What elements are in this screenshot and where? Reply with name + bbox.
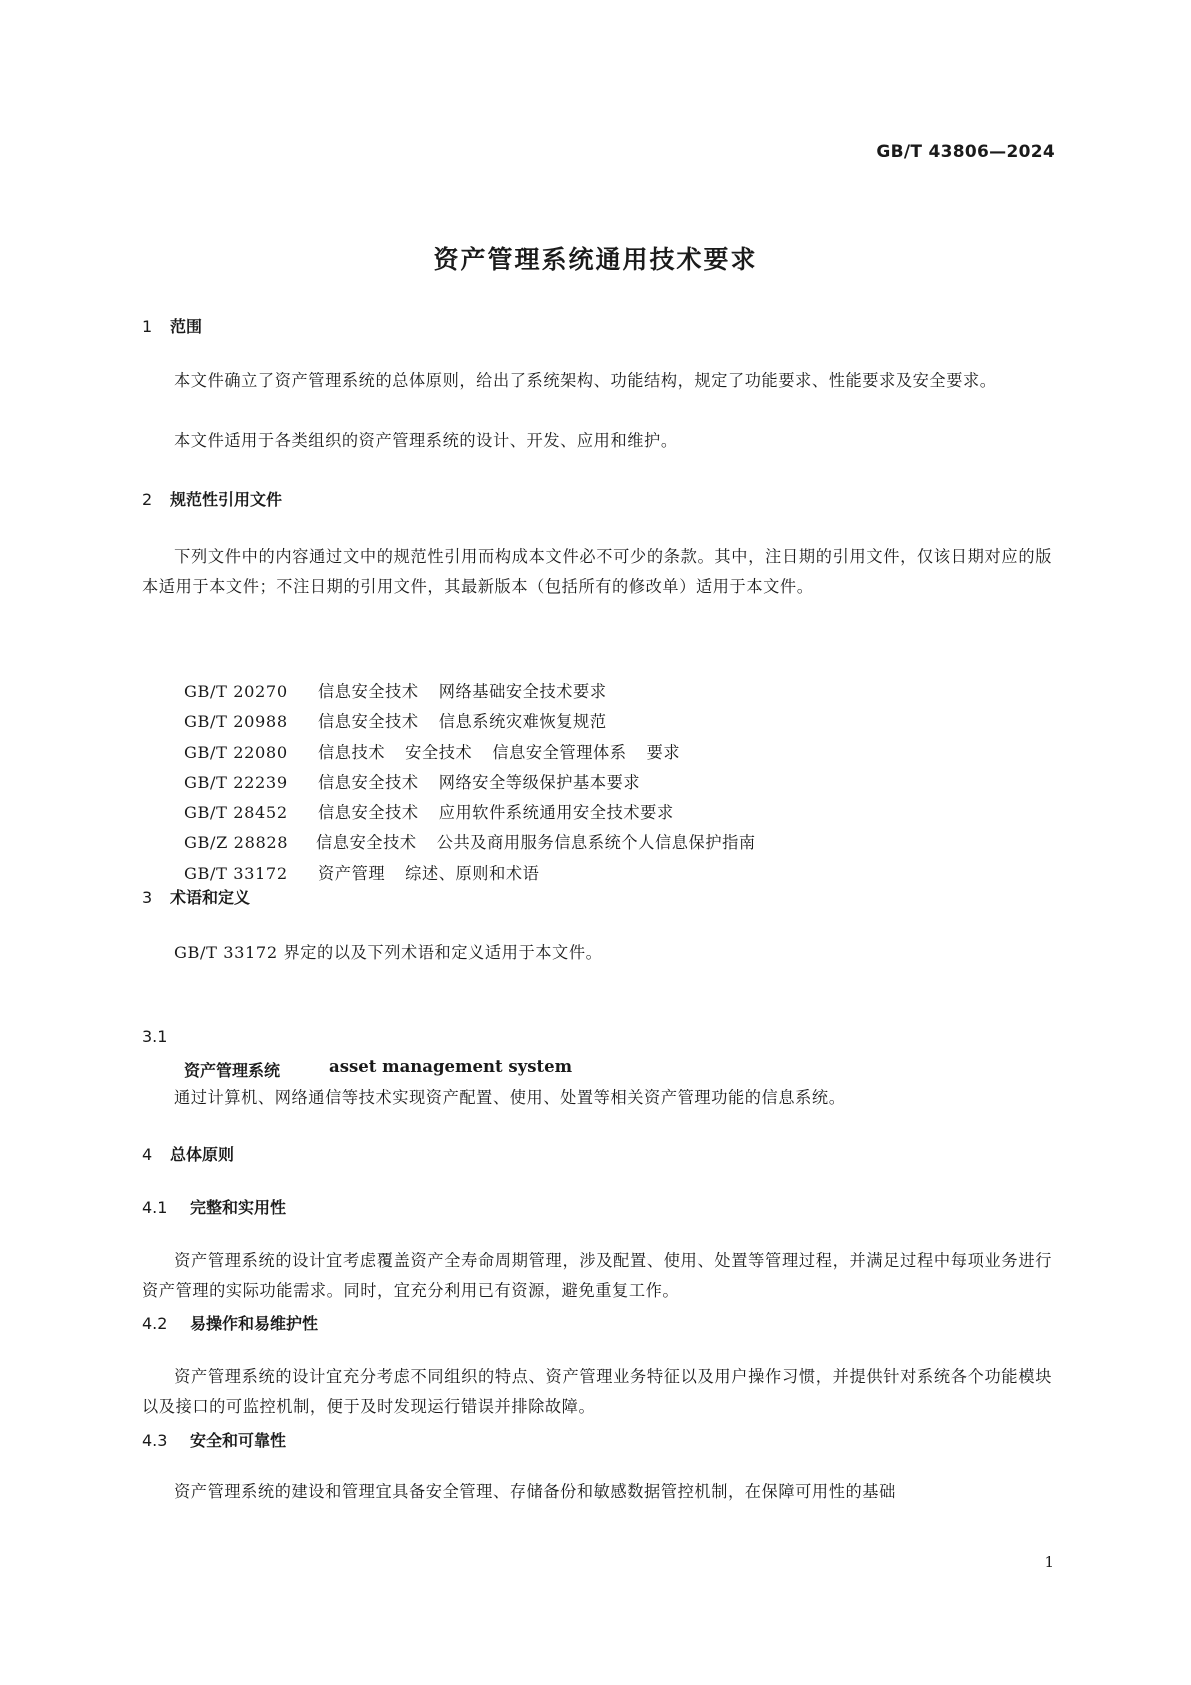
standard-code: GB/T 43806—2024 bbox=[876, 142, 1055, 162]
section-number: 2 bbox=[142, 490, 153, 509]
term-number: 3.1 bbox=[142, 1027, 168, 1046]
section-4-heading bbox=[142, 1142, 234, 1165]
reference-item: GB/T 22239 信息安全技术 网络安全等级保护基本要求 bbox=[184, 772, 641, 792]
section-4-1-heading bbox=[142, 1195, 286, 1218]
section-2-intro: 下列文件中的内容通过文中的规范性引用而构成本文件必不可少的条款。其中，注日期的引用文件，仅该日期对应的版本适用于本文件；不注日期的引用文件，其最新版本（包括所有的修改单）适用于本文件。 bbox=[142, 547, 1052, 596]
section-4-3-paragraph: 资产管理系统的建设和管理宜具备安全管理、存储备份和敏感数据管控机制，在保障可用性的基础 bbox=[174, 1482, 896, 1501]
reference-item: GB/Z 28828 信息安全技术 公共及商用服务信息系统个人信息保护指南 bbox=[184, 833, 756, 853]
section-title: 范围 bbox=[170, 317, 203, 336]
reference-item: GB/T 33172 资产管理 综述、原则和术语 bbox=[184, 863, 540, 883]
section-title: 规范性引用文件 bbox=[170, 490, 283, 509]
section-number: 4.1 bbox=[142, 1198, 168, 1217]
section-4-3-heading bbox=[142, 1428, 286, 1451]
section-number: 4 bbox=[142, 1145, 153, 1164]
normative-references-list bbox=[184, 677, 756, 889]
term-definition: 通过计算机、网络通信等技术实现资产配置、使用、处置等相关资产管理功能的信息系统。 bbox=[174, 1088, 846, 1107]
section-1-paragraph-2: 本文件适用于各类组织的资产管理系统的设计、开发、应用和维护。 bbox=[174, 431, 678, 450]
section-1-heading bbox=[142, 314, 202, 337]
term-english: asset management system bbox=[329, 1057, 573, 1076]
section-number: 1 bbox=[142, 317, 153, 336]
section-4-2-paragraph: 资产管理系统的设计宜充分考虑不同组织的特点、资产管理业务特征以及用户操作习惯，并提供针对系统各个功能模块以及接口的可监控机制，便于及时发现运行错误并排除故障。 bbox=[142, 1367, 1052, 1416]
term-chinese: 资产管理系统 bbox=[184, 1061, 281, 1080]
section-1-paragraph-1: 本文件确立了资产管理系统的总体原则，给出了系统架构、功能结构，规定了功能要求、性能要求及安全要求。 bbox=[174, 371, 997, 390]
section-3-heading bbox=[142, 885, 250, 908]
page-number: 1 bbox=[1044, 1553, 1054, 1571]
section-title: 易操作和易维护性 bbox=[190, 1314, 319, 1333]
section-3-intro: GB/T 33172 界定的以及下列术语和定义适用于本文件。 bbox=[174, 943, 603, 962]
section-4-1-paragraph: 资产管理系统的设计宜考虑覆盖资产全寿命周期管理，涉及配置、使用、处置等管理过程，并满足过程中每项业务进行资产管理的实际功能需求。同时，宜充分利用已有资源，避免重复工作。 bbox=[142, 1251, 1052, 1300]
reference-item: GB/T 20988 信息安全技术 信息系统灾难恢复规范 bbox=[184, 712, 607, 732]
section-title: 安全和可靠性 bbox=[190, 1431, 287, 1450]
section-number: 4.2 bbox=[142, 1314, 168, 1333]
reference-item: GB/T 22080 信息技术 安全技术 信息安全管理体系 要求 bbox=[184, 742, 681, 762]
reference-item: GB/T 20270 信息安全技术 网络基础安全技术要求 bbox=[184, 682, 607, 701]
reference-item: GB/T 28452 信息安全技术 应用软件系统通用安全技术要求 bbox=[184, 803, 674, 823]
document-title: 资产管理系统通用技术要求 bbox=[433, 245, 758, 274]
section-title: 完整和实用性 bbox=[190, 1198, 287, 1217]
section-number: 3 bbox=[142, 888, 153, 907]
section-title: 术语和定义 bbox=[170, 888, 251, 907]
section-title: 总体原则 bbox=[170, 1145, 235, 1164]
section-2-heading bbox=[142, 487, 282, 510]
section-4-2-heading bbox=[142, 1311, 318, 1334]
section-number: 4.3 bbox=[142, 1431, 168, 1450]
